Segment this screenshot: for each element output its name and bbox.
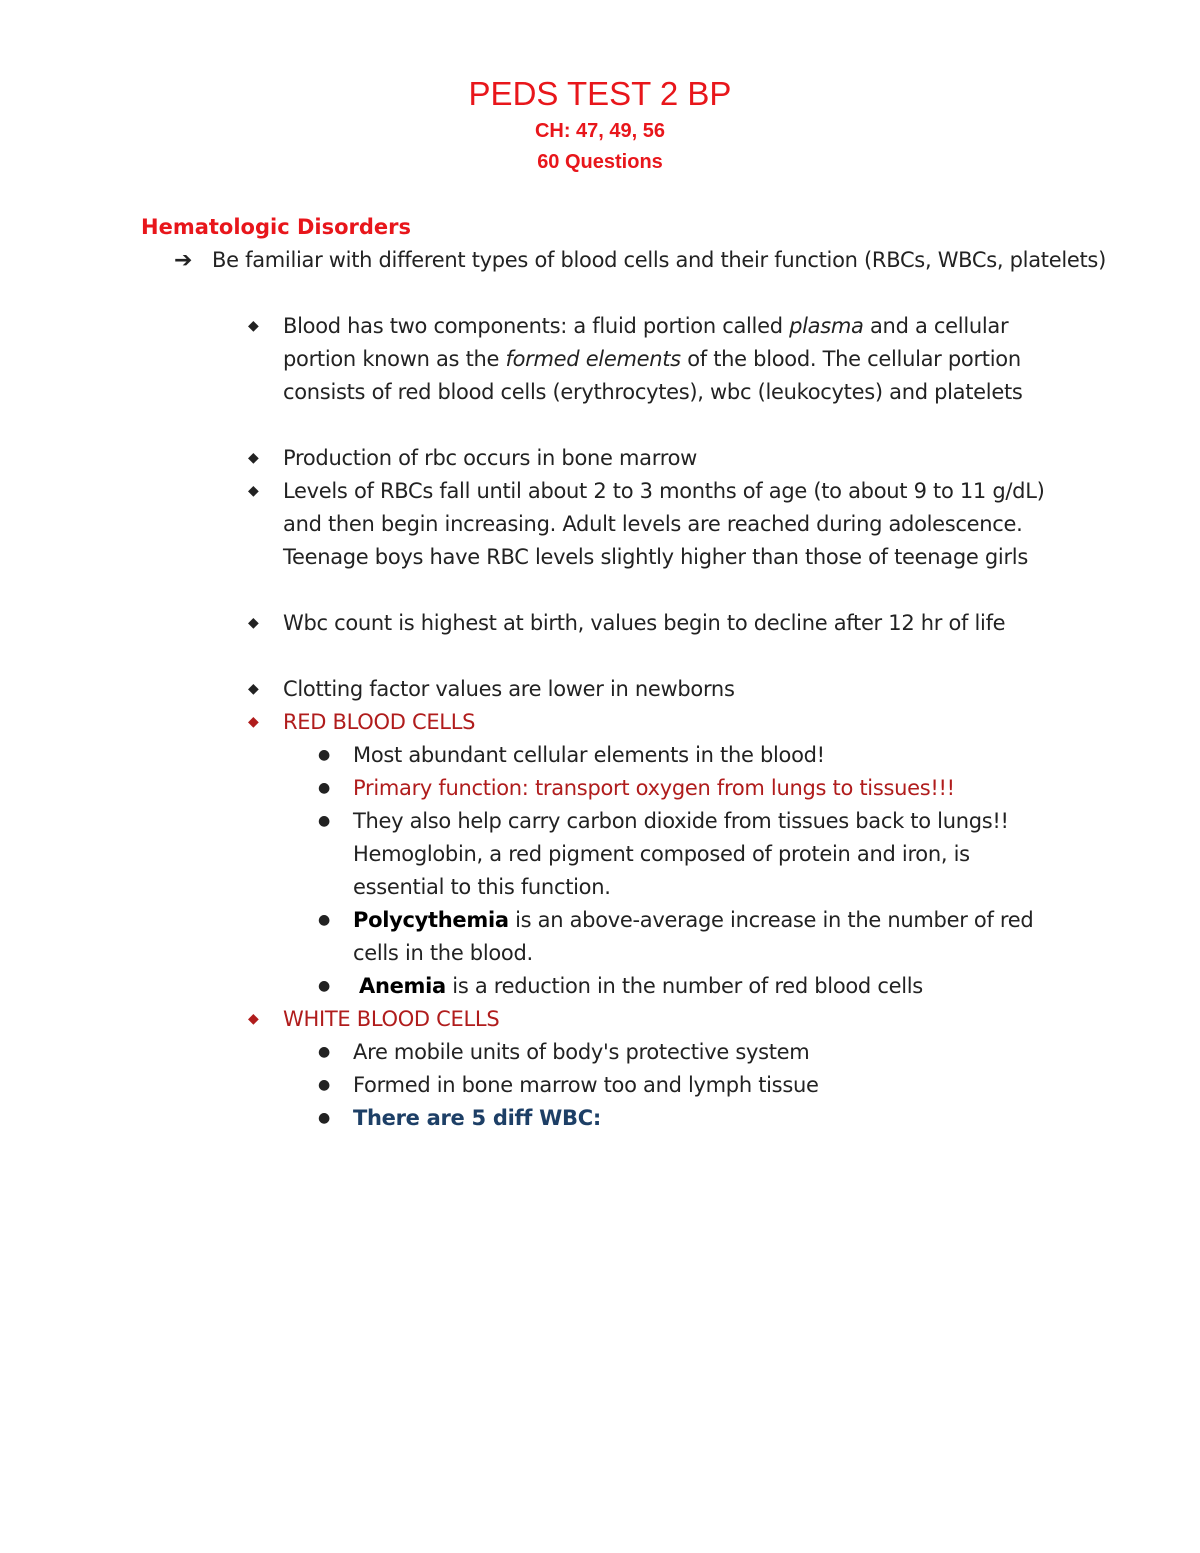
diamond-bullet-icon: ◆	[248, 681, 259, 697]
level1-item: Be familiar with different types of blood cells and their function (RBCs, WBCs, platelets)	[212, 248, 1106, 272]
list-item-levels: Levels of RBCs fall until about 2 to 3 months of age (to about 9 to 11 g/dL) and then begin increasing. Adult levels are reached during adolescence. Teenage boys have RBC levels slightly higher than those of teenage girls	[283, 479, 1045, 569]
round-bullet-icon: ●	[318, 813, 331, 829]
arrow-right-icon: ➔	[174, 248, 193, 273]
diamond-bullet-icon: ◆	[248, 450, 259, 466]
rbc-polycythemia: Polycythemia is an above-average increase in the number of red cells in the blood.	[353, 908, 1034, 965]
round-bullet-icon: ●	[318, 978, 331, 994]
section-heading: Hematologic Disorders	[141, 215, 411, 239]
rbc-co2: They also help carry carbon dioxide from tissues back to lungs!! Hemoglobin, a red pigment composed of protein and iron, is essential to this function.	[353, 809, 1009, 899]
chapters-subtitle: CH: 47, 49, 56	[534, 120, 666, 142]
wbc-formed: Formed in bone marrow too and lymph tissue	[353, 1073, 819, 1097]
rbc-abundant: Most abundant cellular elements in the blood!	[353, 743, 825, 767]
wbc-mobile: Are mobile units of body's protective system	[353, 1040, 810, 1064]
rbc-primary-function: Primary function: transport oxygen from lungs to tissues!!!	[353, 776, 955, 800]
diamond-bullet-icon: ◆	[248, 483, 259, 499]
round-bullet-icon: ●	[318, 1110, 331, 1126]
diamond-bullet-icon: ◆	[248, 615, 259, 631]
list-item-production: Production of rbc occurs in bone marrow	[283, 446, 697, 470]
round-bullet-icon: ●	[318, 1077, 331, 1093]
round-bullet-icon: ●	[318, 747, 331, 763]
rbc-heading: RED BLOOD CELLS	[283, 710, 476, 734]
round-bullet-icon: ●	[318, 780, 331, 796]
diamond-bullet-icon: ◆	[248, 318, 259, 334]
diamond-bullet-icon: ◆	[248, 1011, 259, 1027]
questions-subtitle: 60 Questions	[537, 151, 663, 173]
list-item-wbc-count: Wbc count is highest at birth, values begin to decline after 12 hr of life	[283, 611, 1006, 635]
rbc-anemia: Anemia is a reduction in the number of red blood cells	[359, 974, 923, 998]
round-bullet-icon: ●	[318, 912, 331, 928]
round-bullet-icon: ●	[318, 1044, 331, 1060]
list-item-clotting: Clotting factor values are lower in newborns	[283, 677, 735, 701]
list-item-components: Blood has two components: a fluid portion called plasma and a cellular portion known as the formed elements of the blood. The cellular portion consists of red blood cells (erythrocytes), wbc (leukocytes) and platelets	[283, 314, 1023, 404]
diamond-bullet-icon: ◆	[248, 714, 259, 730]
page-title: PEDS TEST 2 BP	[468, 75, 732, 112]
wbc-five-types: There are 5 diff WBC:	[353, 1106, 601, 1130]
wbc-heading: WHITE BLOOD CELLS	[283, 1007, 500, 1031]
